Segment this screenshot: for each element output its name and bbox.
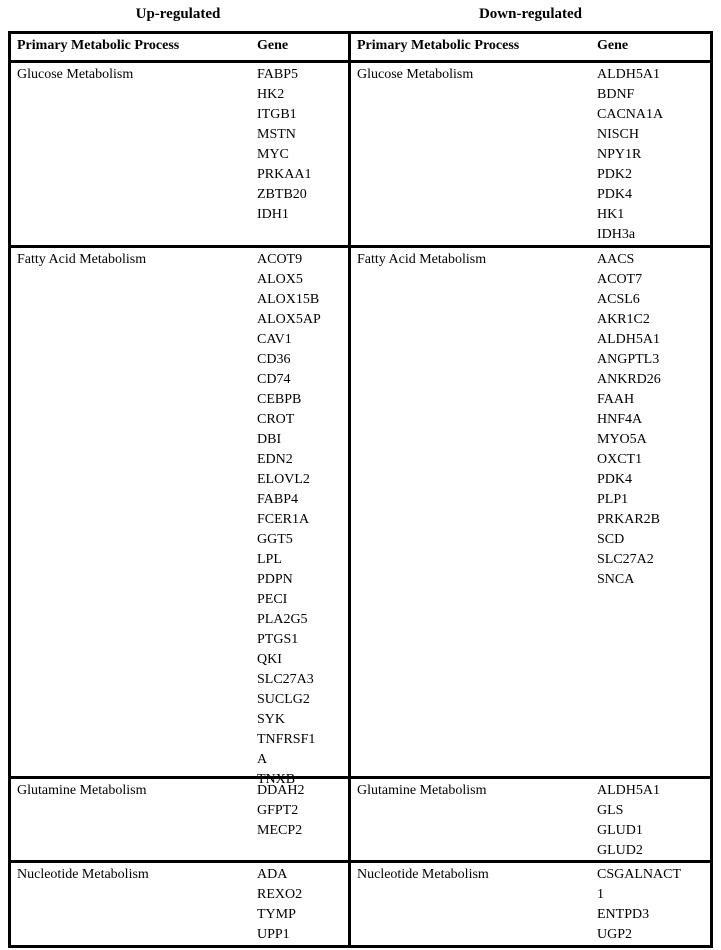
- table-row-fatty-acid: [11, 248, 348, 787]
- gene-name: MECP2: [257, 823, 303, 838]
- gene-name: SLC27A3: [257, 672, 314, 687]
- gene-name: IDH3a: [597, 227, 636, 242]
- up-regulated-column: [11, 34, 351, 945]
- gene-name: EDN2: [257, 452, 293, 467]
- table-row-glutamine: [351, 779, 710, 863]
- gene-list: [597, 63, 710, 245]
- gene-name: ALOX15B: [257, 292, 320, 307]
- table-row-glutamine: [11, 779, 348, 863]
- gene-name: CSGALNACT1: [597, 867, 682, 902]
- gene-name: MYC: [257, 147, 289, 162]
- gene-name: ALDH5A1: [597, 332, 660, 347]
- gene-name: ALOX5: [257, 272, 303, 287]
- gene-name: CROT: [257, 412, 295, 427]
- gene-name: GLUD2: [597, 843, 643, 858]
- gene-name: FCER1A: [257, 512, 310, 527]
- gene-name: GGT5: [257, 532, 293, 547]
- gene-name: TNXB: [257, 772, 296, 787]
- column-header-process: Primary Metabolic Process: [17, 38, 180, 53]
- gene-name: ELOVL2: [257, 472, 310, 487]
- gene-name: HK2: [257, 87, 285, 102]
- gene-name: ANGPTL3: [597, 352, 660, 367]
- process-label: Glutamine Metabolism: [357, 783, 487, 798]
- gene-name: TYMP: [257, 907, 296, 922]
- gene-name: SCD: [597, 532, 625, 547]
- gene-name: FABP5: [257, 67, 298, 82]
- gene-list: [597, 779, 710, 860]
- column-header-gene: Gene: [597, 38, 629, 53]
- gene-name: PDK2: [597, 167, 633, 182]
- gene-name: PTGS1: [257, 632, 299, 647]
- column-header-process: Primary Metabolic Process: [357, 38, 520, 53]
- gene-name: NPY1R: [597, 147, 642, 162]
- process-label: Glucose Metabolism: [17, 67, 134, 82]
- gene-name: DDAH2: [257, 783, 305, 798]
- gene-name: REXO2: [257, 887, 303, 902]
- table-row-nucleotide: [351, 863, 710, 945]
- gene-name: GLS: [597, 803, 624, 818]
- gene-list: [597, 248, 710, 776]
- table-row-nucleotide: [11, 863, 348, 945]
- gene-name: QKI: [257, 652, 282, 667]
- gene-name: CAV1: [257, 332, 292, 347]
- process-label: Glucose Metabolism: [357, 67, 474, 82]
- gene-name: NISCH: [597, 127, 640, 142]
- gene-list: [597, 863, 710, 945]
- process-label: Fatty Acid Metabolism: [17, 252, 147, 267]
- gene-name: ALOX5AP: [257, 312, 321, 327]
- gene-name: HNF4A: [597, 412, 643, 427]
- gene-list: [257, 63, 348, 245]
- gene-name: CD74: [257, 372, 291, 387]
- gene-name: DBI: [257, 432, 282, 447]
- gene-name: CD36: [257, 352, 291, 367]
- column-header-gene: Gene: [257, 38, 289, 53]
- gene-name: GLUD1: [597, 823, 643, 838]
- gene-name: SLC27A2: [597, 552, 654, 567]
- gene-name: CACNA1A: [597, 107, 664, 122]
- gene-name: PECI: [257, 592, 288, 607]
- gene-name: IDH1: [257, 207, 289, 222]
- gene-name: AACS: [597, 252, 635, 267]
- gene-name: ACOT7: [597, 272, 643, 287]
- gene-name: ZBTB20: [257, 187, 307, 202]
- gene-name: BDNF: [597, 87, 635, 102]
- gene-name: PDK4: [597, 472, 633, 487]
- down-regulated-column: [351, 34, 710, 945]
- gene-name: ITGB1: [257, 107, 297, 122]
- section-titles: [0, 0, 721, 23]
- gene-list: [257, 863, 348, 945]
- header-row: [11, 34, 348, 63]
- gene-name: MYO5A: [597, 432, 647, 447]
- gene-name: FAAH: [597, 392, 635, 407]
- gene-name: MSTN: [257, 127, 296, 142]
- up-regulated-title: Up-regulated: [135, 6, 221, 22]
- gene-name: PDK4: [597, 187, 633, 202]
- gene-name: ALDH5A1: [597, 783, 660, 798]
- gene-name: LPL: [257, 552, 282, 567]
- gene-name: PRKAR2B: [597, 512, 661, 527]
- gene-name: UPP1: [257, 927, 290, 942]
- gene-name: ACOT9: [257, 252, 303, 267]
- table-row-glucose: [351, 63, 710, 248]
- process-label: Glutamine Metabolism: [17, 783, 147, 798]
- down-regulated-title: Down-regulated: [478, 6, 583, 22]
- gene-name: PRKAA1: [257, 167, 312, 182]
- gene-name: PDPN: [257, 572, 293, 587]
- gene-name: GFPT2: [257, 803, 299, 818]
- header-row: [351, 34, 710, 63]
- gene-name: HK1: [597, 207, 625, 222]
- gene-name: ENTPD3: [597, 907, 650, 922]
- gene-name: CEBPB: [257, 392, 302, 407]
- gene-name: SNCA: [597, 572, 635, 587]
- table-row-glucose: [11, 63, 348, 248]
- gene-name: SYK: [257, 712, 286, 727]
- process-label: Fatty Acid Metabolism: [357, 252, 487, 267]
- gene-name: ADA: [257, 867, 288, 882]
- process-label: Nucleotide Metabolism: [357, 867, 489, 882]
- gene-list: [257, 779, 348, 860]
- gene-name: AKR1C2: [597, 312, 650, 327]
- gene-name: FABP4: [257, 492, 298, 507]
- gene-name: ALDH5A1: [597, 67, 660, 82]
- gene-table: [8, 31, 713, 948]
- gene-list: [257, 248, 348, 787]
- gene-name: OXCT1: [597, 452, 643, 467]
- gene-name: TNFRSF1A: [257, 732, 316, 767]
- gene-name: ANKRD26: [597, 372, 661, 387]
- process-label: Nucleotide Metabolism: [17, 867, 149, 882]
- gene-name: SUCLG2: [257, 692, 310, 707]
- table-row-fatty-acid: [351, 248, 710, 779]
- gene-name: UGP2: [597, 927, 633, 942]
- gene-name: PLA2G5: [257, 612, 308, 627]
- gene-name: PLP1: [597, 492, 629, 507]
- gene-name: ACSL6: [597, 292, 640, 307]
